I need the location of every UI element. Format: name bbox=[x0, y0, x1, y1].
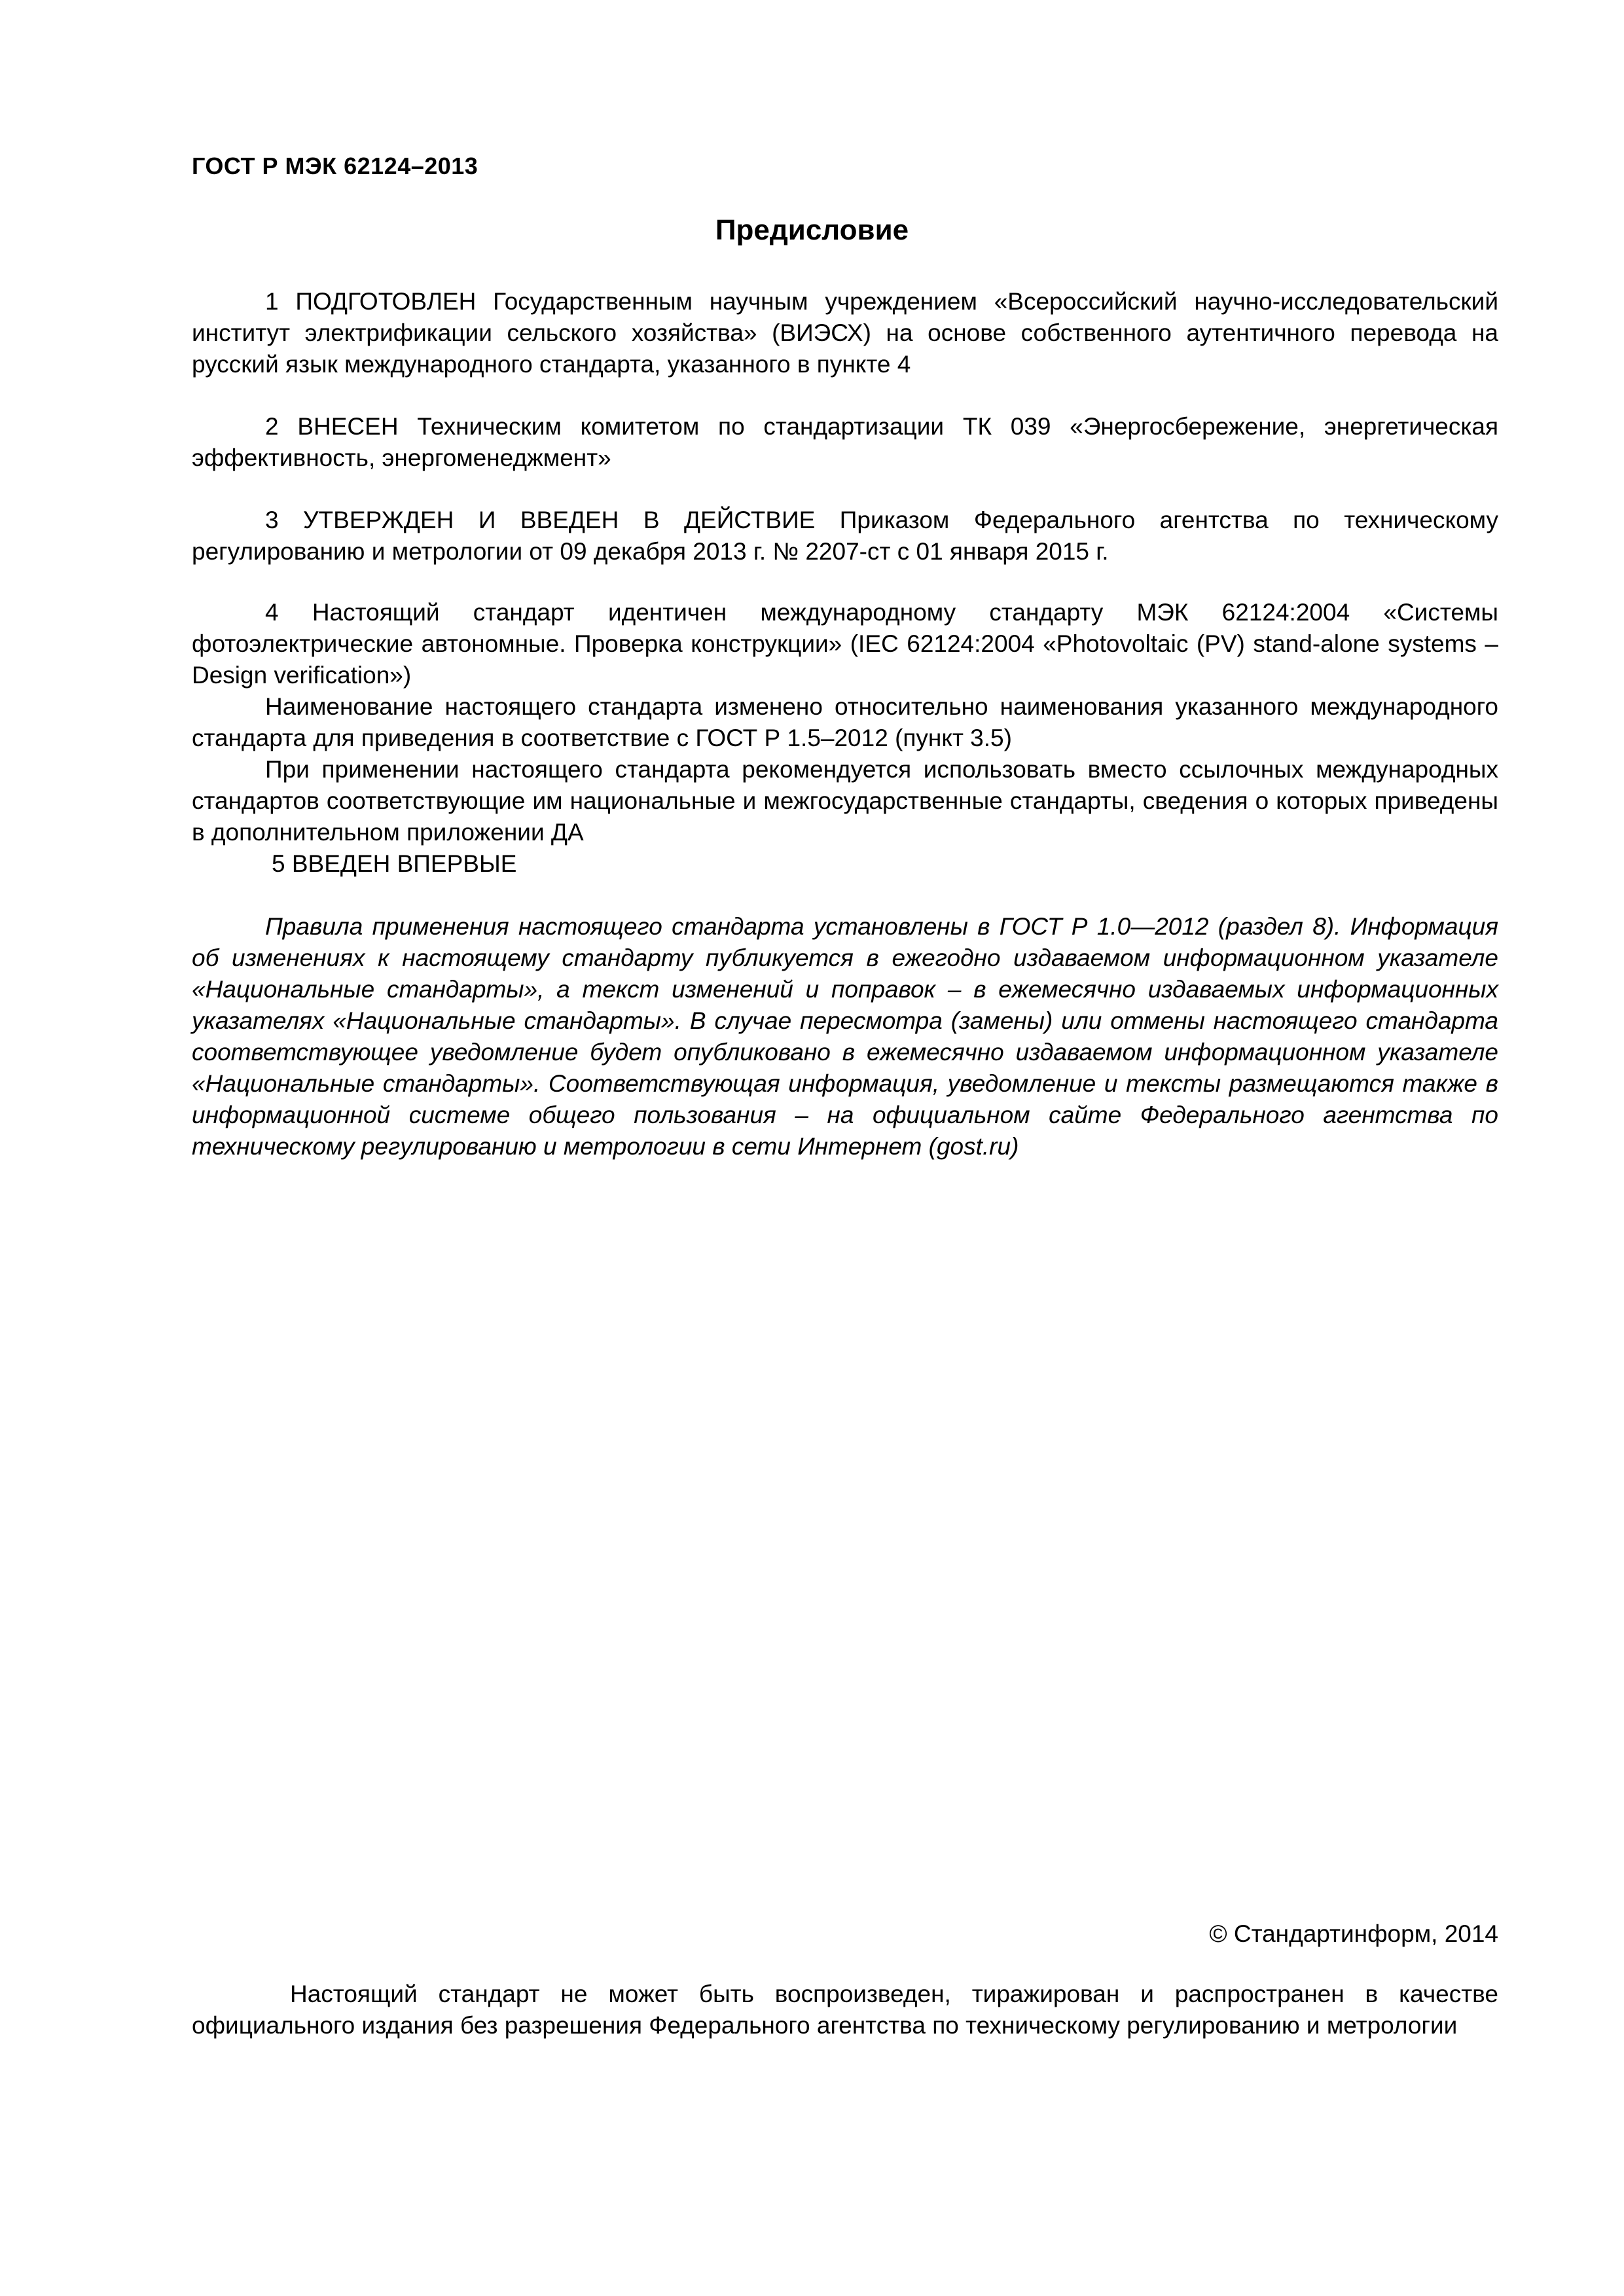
item-4-subparagraph-2: При применении настоящего стандарта рекомендуется использовать вместо ссылочных международных стандартов соответствующие им национальные и межгосударственные стандарты, сведения о которых приведены в дополнительном приложении ДА bbox=[192, 756, 1498, 846]
rules-notice bbox=[192, 911, 1498, 1162]
item-3 bbox=[192, 505, 1498, 567]
item-1-text: 1 ПОДГОТОВЛЕН Государственным научным учреждением «Всероссийский научно-исследовательский институт электрификации сельского хозяйства» (ВИЭСХ) на основе собственного аутентичного перевода на русский язык международного стандарта, указанного в пункте 4 bbox=[192, 288, 1498, 378]
item-4-subparagraph-1: Наименование настоящего стандарта изменено относительно наименования указанного международного стандарта для приведения в соответствие с ГОСТ Р 1.5–2012 (пункт 3.5) bbox=[192, 693, 1498, 751]
reproduction-notice: Настоящий стандарт не может быть воспроизведен, тиражирован и распространен в качестве официального издания без разрешения Федерального агентства по техническому регулированию и метрологии bbox=[192, 1981, 1498, 2039]
item-1 bbox=[192, 286, 1498, 380]
copyright-line: © Стандартинформ, 2014 bbox=[1209, 1920, 1498, 1947]
item-3-text: 3 УТВЕРЖДЕН И ВВЕДЕН В ДЕЙСТВИЕ Приказом Федерального агентства по техническому регулированию и метрологии от 09 декабря 2013 г. № 2207-ст с 01 января 2015 г. bbox=[192, 507, 1498, 565]
item-2 bbox=[192, 411, 1498, 474]
standard-code-header: ГОСТ Р МЭК 62124–2013 bbox=[192, 152, 478, 179]
page-title: Предисловие bbox=[715, 214, 909, 246]
item-4-text: 4 Настоящий стандарт идентичен международному стандарту МЭК 62124:2004 «Системы фотоэлектрические автономные. Проверка конструкции» (IEC 62124:2004 «Photovoltaic (PV) stand-alone systems – Design verification») bbox=[192, 599, 1498, 689]
item-2-text: 2 ВНЕСЕН Техническим комитетом по стандартизации ТК 039 «Энергосбережение, энергетическая эффективность, энергоменеджмент» bbox=[192, 413, 1498, 471]
item-4 bbox=[192, 597, 1498, 880]
item-5-text: 5 ВВЕДЕН ВПЕРВЫЕ bbox=[272, 850, 517, 877]
rules-notice-text: Правила применения настоящего стандарта установлены в ГОСТ Р 1.0—2012 (раздел 8). Информация об изменениях к настоящему стандарту публикуется в ежегодно издаваемом информационном указателе «Национальные стандарты», а текст изменений и поправок – в ежемесячно издаваемых информационных указателях «Национальные стандарты». В случае пересмотра (замены) или отмены настоящего стандарта соответствующее уведомление будет опубликовано в ежемесячно издаваемом информационном указателе «Национальные стандарты». Соответствующая информация, уведомление и тексты размещаются также в информационной системе общего пользования – на официальном сайте Федерального агентства по техническому регулированию и метрологии в сети Интернет (gost.ru) bbox=[192, 913, 1498, 1160]
